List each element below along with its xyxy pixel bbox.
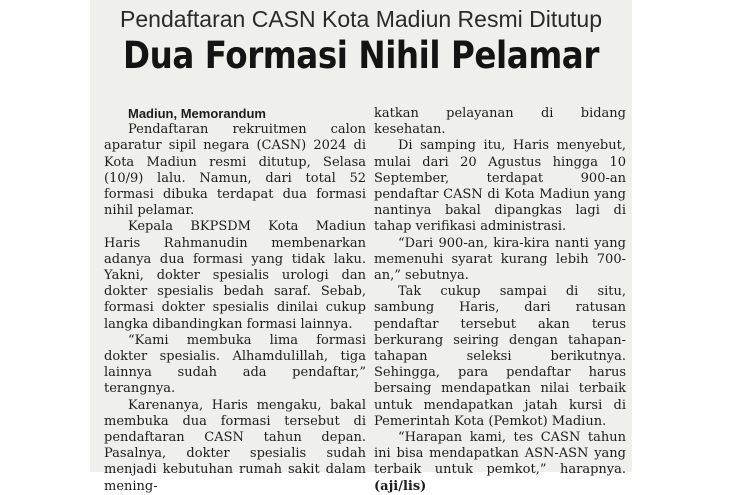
article-paragraph: Pendaftaran rekruitmen calon aparatur sipil negara (CASN) 2024 di Kota Madiun resmi ditutup, Selasa (10/9) lalu. Namun, dari total 52 formasi dibuka terdapat dua formasi nihil pelamar. <box>104 122 366 219</box>
article-dateline: Madiun, Memorandum <box>128 106 266 121</box>
article-paragraph: Di samping itu, Haris menyebut, mulai dari 20 Agustus hingga 10 September, terdapat 900-an pendaftar CASN di Kota Madiun yang nantinya bakal dipangkas lagi di tahap verifikasi administrasi. <box>374 138 626 235</box>
article-paragraph-final <box>374 430 626 495</box>
article-kicker: Pendaftaran CASN Kota Madiun Resmi Ditutup <box>120 6 602 32</box>
article-column-left <box>104 106 366 495</box>
final-paragraph-text: “Harapan kami, tes CASN tahun ini bisa mendapatkan ASN-ASN yang terbaik untuk pemkot,” harapnya. <box>374 430 626 478</box>
article-paragraph: Karenanya, Haris mengaku, bakal membuka dua formasi tersebut di pendaftaran CASN tahun depan. Pasalnya, dokter spesialis sudah menjadi kebutuhan rumah sakit dalam mening- <box>104 397 366 494</box>
article-paragraph: Tak cukup sampai di situ, sambung Haris, dari ratusan pendaftar tersebut akan terus berkurang seiring dengan tahapan-tahapan seleksi berikutnya. Sehingga, para pendaftar harus bersaing mendapatkan nilai terbaik untuk mendapatkan jatah kursi di Pemerintah Kota (Pemkot) Madiun. <box>374 284 626 429</box>
article-headline: Dua Formasi Nihil Pelamar <box>123 34 599 77</box>
article-column-right <box>374 106 626 495</box>
article-paragraph: “Dari 900-an, kira-kira nanti yang memenuhi syarat kurang lebih 700-an,” sebutnya. <box>374 235 626 284</box>
article-byline: (aji/lis) <box>374 478 427 494</box>
newspaper-clipping <box>90 0 632 494</box>
article-paragraph-continuation: katkan pelayanan di bidang kesehatan. <box>374 106 626 138</box>
article-paragraph: Kepala BKPSDM Kota Madiun Haris Rahmanudin membenarkan adanya dua formasi yang tidak laku. Yakni, dokter spesialis urologi dan dokter spesialis bedah saraf. Sebab, formasi dokter spesialis dinilai cukup langka dibandingkan formasi lainnya. <box>104 219 366 332</box>
article-paragraph: “Kami membuka lima formasi dokter spesialis. Alhamdulillah, tiga lainnya sudah ada pendaftar,” terangnya. <box>104 332 366 397</box>
